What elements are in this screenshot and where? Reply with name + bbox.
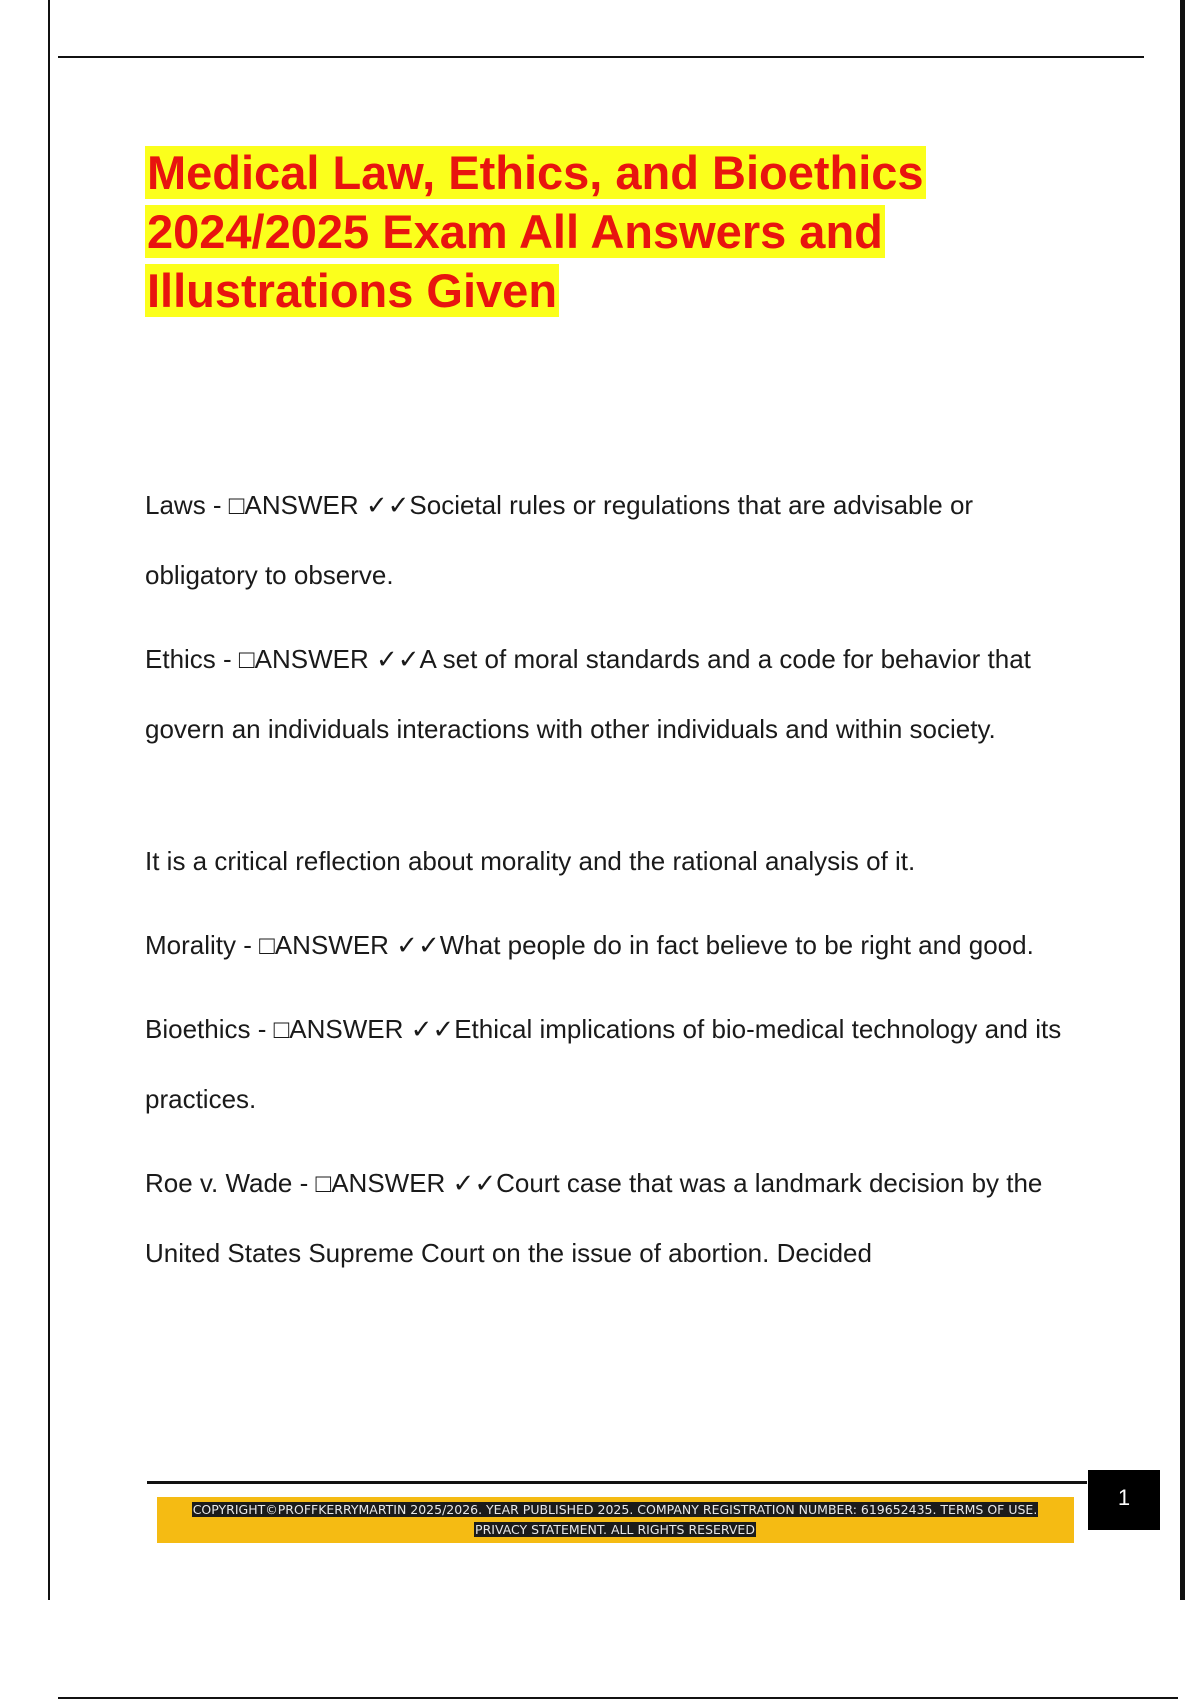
copyright-text: COPYRIGHT©PROFFKERRYMARTIN 2025/2026. YEAR PUBLISHED 2025. COMPANY REGISTRATION NUMBER: 619652435. TERMS OF USE. PRIVACY STATEMENT. ALL RIGHTS RESERVED bbox=[192, 1502, 1038, 1537]
entry-roe-v-wade: Roe v. Wade - □ANSWER ✓✓Court case that was a landmark decision by the United States Supreme Court on the issue of abortion. Decided bbox=[145, 1168, 1043, 1268]
entry-laws: Laws - □ANSWER ✓✓Societal rules or regulations that are advisable or obligatory to observe. bbox=[145, 490, 974, 590]
left-page-border bbox=[48, 0, 50, 1600]
entry-ethics: Ethics - □ANSWER ✓✓A set of moral standards and a code for behavior that govern an individuals interactions with other individuals and within society. bbox=[145, 644, 1031, 744]
right-page-border bbox=[1180, 0, 1185, 1600]
document-title-text: Medical Law, Ethics, and Bioethics 2024/2025 Exam All Answers and Illustrations Given bbox=[147, 146, 924, 317]
top-rule bbox=[58, 56, 1144, 58]
document-body bbox=[145, 470, 1085, 1288]
entry-bioethics: Bioethics - □ANSWER ✓✓Ethical implications of bio-medical technology and its practices. bbox=[145, 1014, 1062, 1114]
entry-morality: Morality - □ANSWER ✓✓What people do in fact believe to be right and good. bbox=[145, 930, 1034, 960]
copyright-notice bbox=[165, 1500, 1065, 1540]
footer-rule bbox=[147, 1481, 1087, 1484]
entry-ethics-continued: It is a critical reflection about morality and the rational analysis of it. bbox=[145, 846, 916, 876]
document-title bbox=[145, 143, 1045, 320]
page-number: 1 bbox=[1088, 1470, 1160, 1530]
bottom-rule bbox=[58, 1697, 1178, 1699]
